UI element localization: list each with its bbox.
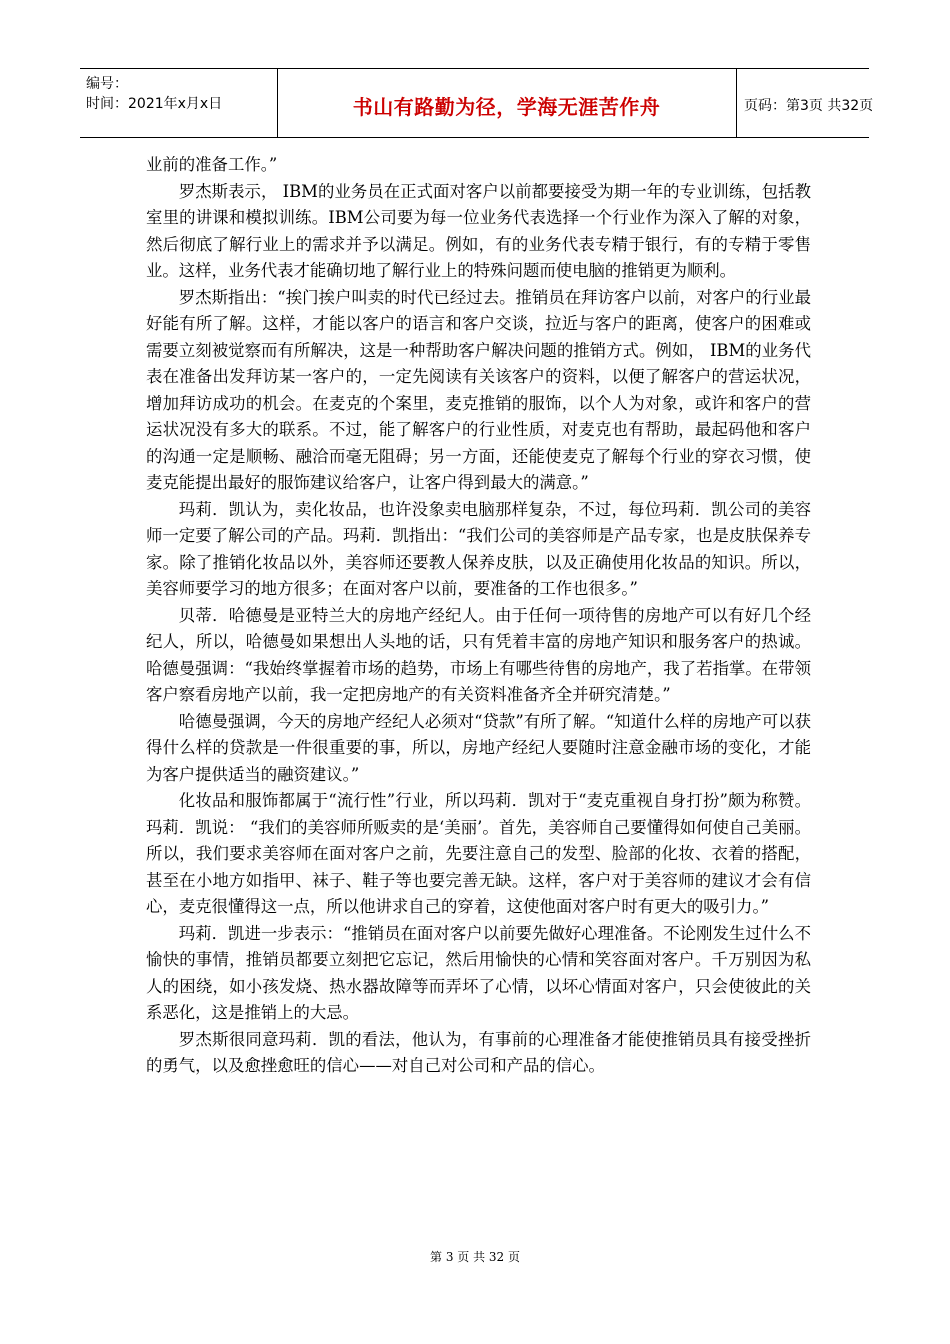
document-date-label: 时间：2021年x月x日 (86, 96, 223, 112)
header-info-cell (80, 69, 278, 137)
header-page-cell (736, 69, 874, 137)
paragraph: 玛莉．凯认为，卖化妆品，也许没象卖电脑那样复杂，不过，每位玛莉．凯公司的美容师一定要了解公司的产品。玛莉．凯指出：“我们公司的美容师是产品专家，也是皮肤保养专家。除了推销化妆品以外，美容师还要教人保养皮肤，以及正确使用化妆品的知识。所以，美容师要学习的地方很多；在面对客户以前，要准备的工作也很多。” (146, 499, 811, 598)
paragraph: 罗杰斯很同意玛莉．凯的看法，他认为，有事前的心理准备才能使推销员具有接受挫折的勇气，以及愈挫愈旺的信心——对自己对公司和产品的信心。 (146, 1029, 811, 1075)
document-number-label: 编号： (86, 76, 128, 92)
paragraph: 业前的准备工作。” (146, 155, 278, 174)
header-page-code: 页码：第3页 共32页 (744, 98, 874, 114)
paragraph: 哈德曼强调，今天的房地产经纪人必须对“贷款”有所了解。“知道什么样的房地产可以获得什么样的贷款是一件很重要的事，所以，房地产经纪人要随时注意金融市场的变化，才能为客户提供适当的融资建议。” (146, 711, 811, 784)
page-header (80, 68, 874, 138)
page-footer: 第 3 页 共 32 页 (430, 1250, 520, 1264)
paragraph: 玛莉．凯进一步表示：“推销员在面对客户以前要先做好心理准备。不论刚发生过什么不愉快的事情，推销员都要立刻把它忘记，然后用愉快的心情和笑容面对客户。千万别因为私人的困绕，如小孩发烧、热水器故障等而弄坏了心情，以坏心情面对客户，只会使彼此的关系恶化，这是推销上的大忌。 (146, 923, 811, 1022)
document-body (146, 152, 811, 1080)
paragraph: 罗杰斯表示， IBM的业务员在正式面对客户以前都要接受为期一年的专业训练，包括教室里的讲课和模拟训练。IBM公司要为每一位业务代表选择一个行业作为深入了解的对象，然后彻底了解行业上的需求并予以满足。例如，有的业务代表专精于银行，有的专精于零售业。这样，业务代表才能确切地了解行业上的特殊问题而使电脑的推销更为顺利。 (146, 181, 811, 280)
header-motto: 书山有路勤为径，学海无涯苦作舟 (352, 95, 661, 119)
paragraph: 化妆品和服饰都属于“流行性”行业，所以玛莉．凯对于“麦克重视自身打扮”颇为称赞。玛莉．凯说： “我们的美容师所贩卖的是‘美丽’。首先，美容师自己要懂得如何使自己美丽。所以，我们要求美容师在面对客户之前，先要注意自己的发型、脸部的化妆、衣着的搭配，甚至在小地方如指甲、袜子、鞋子等也要完善无缺。这样，客户对于美容师的建议才会有信心，麦克很懂得这一点，所以他讲求自己的穿着，这使他面对客户时有更大的吸引力。” (146, 791, 811, 916)
header-motto-cell (277, 69, 737, 137)
paragraph: 罗杰斯指出：“挨门挨户叫卖的时代已经过去。推销员在拜访客户以前，对客户的行业最好能有所了解。这样，才能以客户的语言和客户交谈，拉近与客户的距离，使客户的困难或需要立刻被觉察而有所解决，这是一种帮助客户解决问题的推销方式。例如， IBM的业务代表在准备出发拜访某一客户的，一定先阅读有关该客户的资料，以便了解客户的营运状况，增加拜访成功的机会。在麦克的个案里，麦克推销的服饰，以个人为对象，或许和客户的营运状况没有多大的联系。不过，能了解客户的行业性质，对麦克也有帮助，最起码他和客户的沟通一定是顺畅、融洽而毫无阻碍；另一方面，还能使麦克了解每个行业的穿衣习惯，使麦克能提出最好的服饰建议给客户，让客户得到最大的满意。” (146, 287, 811, 492)
paragraph: 贝蒂．哈德曼是亚特兰大的房地产经纪人。由于任何一项待售的房地产可以有好几个经纪人，所以，哈德曼如果想出人头地的话，只有凭着丰富的房地产知识和服务客户的热诚。哈德曼强调：“我始终掌握着市场的趋势，市场上有哪些待售的房地产，我了若指掌。在带领客户察看房地产以前，我一定把房地产的有关资料准备齐全并研究清楚。” (146, 605, 811, 704)
